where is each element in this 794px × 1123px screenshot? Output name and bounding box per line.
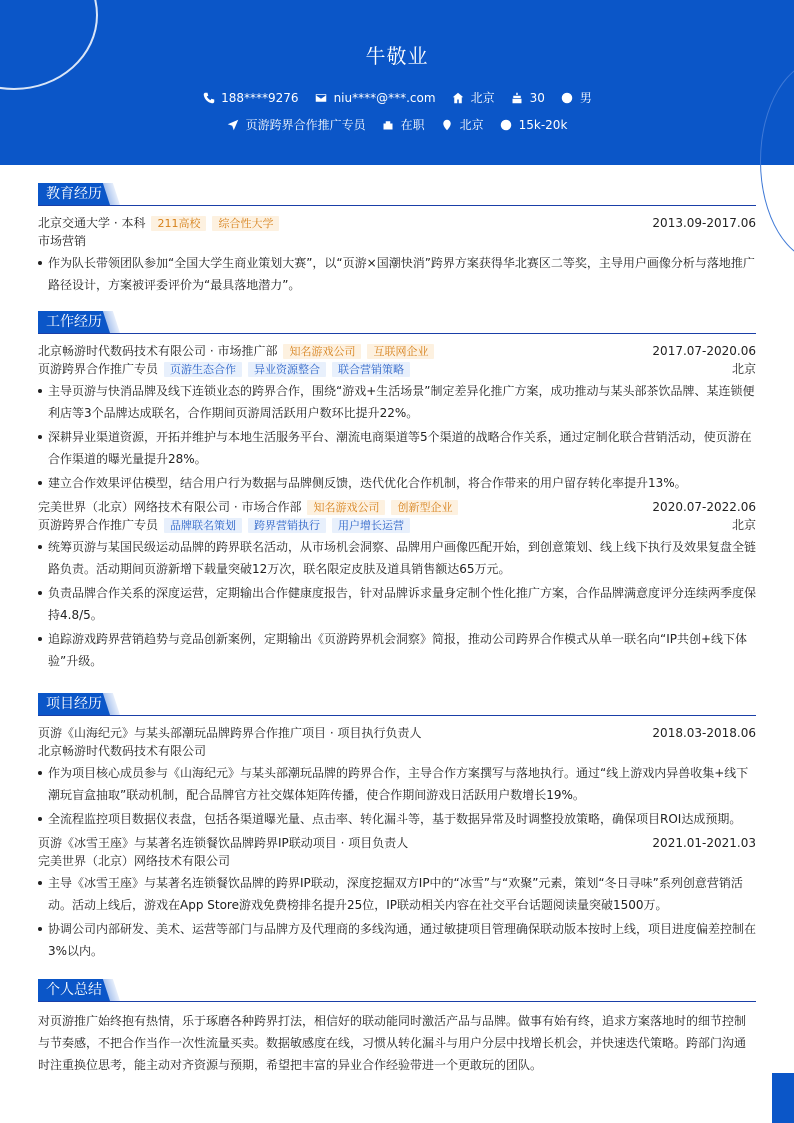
project-company: 完美世界（北京）网络技术有限公司: [38, 854, 231, 868]
list-item: 主导《冰雪王座》与某著名连锁餐饮品牌的跨界IP联动，深度挖掘双方IP中的“冰雪”与“欢聚”元素，策划“冬日寻味”系列创意营销活动。活动上线后，游戏在App Store游戏免费榜排名提升25位，IP联动相关内容在社交平台话题阅读量突破1500万。: [38, 872, 756, 916]
job-role-row: [38, 360, 756, 378]
job-role: 页游跨界合作推广专员: [38, 362, 159, 376]
job-role-row: [38, 516, 756, 534]
gender-icon: [561, 91, 574, 104]
role-tag: 异业资源整合: [248, 362, 326, 377]
list-item: 统筹页游与某国民级运动品牌的跨界联名活动，从市场机会洞察、品牌用户画像匹配开始，到创意策划、线上线下执行及效果复盘全链路负责。活动期间页游新增下载量突破12万次，联名限定皮肤及道具销售额达65万元。: [38, 536, 756, 580]
target-position-info: [227, 116, 366, 133]
money-icon: [500, 118, 513, 131]
section-header: [38, 183, 756, 206]
hometown-info: [452, 89, 495, 106]
role-tag: 用户增长运营: [332, 518, 410, 533]
school-tag: 211高校: [151, 216, 206, 231]
major: 市场营销: [38, 234, 87, 248]
status-text: 在职: [400, 118, 425, 132]
section-header: [38, 979, 756, 1002]
job-role: 页游跨界合作推广专员: [38, 518, 159, 532]
section-title: 教育经历: [38, 183, 110, 205]
project-company-row: [38, 852, 756, 870]
section-title: 项目经历: [38, 693, 110, 715]
gender-text: 男: [579, 91, 592, 105]
role-tag: 页游生态合作: [164, 362, 242, 377]
project-entry: [38, 834, 756, 962]
section-header: [38, 311, 756, 334]
role-tag: 跨界营销执行: [248, 518, 326, 533]
list-item: 追踪游戏跨界营销趋势与竞品创新案例，定期输出《页游跨界机会洞察》简报，推动公司跨界合作模式从单一联名向“IP共创+线下体验”升级。: [38, 628, 756, 672]
company-name: 北京畅游时代数码技术有限公司 · 市场推广部: [38, 344, 278, 358]
major-row: [38, 232, 756, 250]
candidate-name: 牛敬业: [365, 44, 429, 68]
school-tag: 综合性大学: [212, 216, 279, 231]
target-city-info: [441, 116, 484, 133]
mail-icon: [315, 91, 328, 104]
project-company-row: [38, 742, 756, 760]
summary-text: 对页游推广始终抱有热情，乐于琢磨各种跨界打法，相信好的联动能同时激活产品与品牌。做事有始有终，追求方案落地时的细节控制与节奏感，不把合作当作一次性流量买卖。数据敏感度在线，习惯从转化漏斗与用户分层中找增长机会，并快速迭代策略。跨部门沟通时注重换位思考，能主动对齐资源与预期，希望把丰富的异业合作经验带进一个更敢玩的团队。: [38, 1014, 747, 1072]
project-name-row: [38, 724, 756, 742]
target-position-text: 页游跨界合作推广专员: [245, 118, 366, 132]
summary-section: [38, 979, 756, 1076]
salary-info: [500, 116, 568, 133]
project-date: 2021.01-2021.03: [652, 836, 756, 850]
status-icon: [382, 118, 395, 131]
project-entry: [38, 724, 756, 830]
role-tag: 品牌联名策划: [164, 518, 242, 533]
job-date: 2020.07-2022.06: [652, 500, 756, 514]
decorative-bar: [772, 1073, 794, 1123]
job-intent-row: [0, 116, 794, 133]
project-date: 2018.03-2018.06: [652, 726, 756, 740]
age-text: 30: [529, 90, 545, 105]
job-company-row: [38, 498, 756, 516]
section-title: 工作经历: [38, 311, 110, 333]
list-item: 作为队长带领团队参加“全国大学生商业策划大赛”，以“页游×国潮快消”跨界方案获得华北赛区二等奖，主导用户画像分析与落地推广路径设计，方案被评委评价为“最具落地潜力”。: [38, 252, 756, 296]
hometown-text: 北京: [470, 91, 495, 105]
company-tag: 知名游戏公司: [307, 500, 385, 515]
project-company: 北京畅游时代数码技术有限公司: [38, 744, 207, 758]
job-entry: [38, 342, 756, 494]
list-item: 主导页游与快消品牌及线下连锁业态的跨界合作，围绕“游戏+生活场景”制定差异化推广方案，成功推动与某头部茶饮品牌、某连锁便利店等3个品牌达成联名，合作期间页游周活跃用户数环比提升22%。: [38, 380, 756, 424]
phone-text: 188****9276: [221, 90, 299, 105]
project-name: 页游《山海纪元》与某头部潮玩品牌跨界合作推广项目 · 项目执行负责人: [38, 726, 422, 740]
target-city-text: 北京: [459, 118, 484, 132]
resume-header: [0, 0, 794, 165]
job-date: 2017.07-2020.06: [652, 344, 756, 358]
list-item: 建立合作效果评估模型，结合用户行为数据与品牌侧反馈，迭代优化合作机制，将合作带来的用户留存转化率提升13%。: [38, 472, 756, 494]
company-name: 完美世界（北京）网络技术有限公司 · 市场合作部: [38, 500, 302, 514]
cake-icon: [511, 91, 524, 104]
role-tag: 联合营销策略: [332, 362, 410, 377]
status-info: [382, 116, 425, 133]
work-section: [38, 311, 756, 672]
list-item: 协调公司内部研发、美术、运营等部门与品牌方及代理商的多线沟通，通过敏捷项目管理确保联动版本按时上线，项目进度偏差控制在3%以内。: [38, 918, 756, 962]
contact-info-row: [0, 89, 794, 106]
company-tag: 创新型企业: [391, 500, 458, 515]
phone-icon: [202, 91, 215, 104]
education-date: 2013.09-2017.06: [652, 216, 756, 230]
project-name-row: [38, 834, 756, 852]
company-tag: 知名游戏公司: [283, 344, 361, 359]
phone-info: [202, 89, 298, 106]
email-text: niu****@***.com: [333, 90, 436, 105]
project-section: [38, 693, 756, 962]
location-icon: [441, 118, 454, 131]
salary-text: 15k-20k: [518, 117, 568, 132]
age-info: [511, 89, 545, 106]
school-name: 北京交通大学 · 本科: [38, 216, 146, 230]
section-title: 个人总结: [38, 979, 110, 1001]
email-info: [315, 89, 436, 106]
list-item: 深耕异业渠道资源，开拓并维护与本地生活服务平台、潮流电商渠道等5个渠道的战略合作关系，通过定制化联合营销活动，使页游在合作渠道的曝光量提升28%。: [38, 426, 756, 470]
job-city: 北京: [731, 518, 756, 532]
gender-info: [561, 89, 592, 106]
list-item: 负责品牌合作关系的深度运营，定期输出合作健康度报告，针对品牌诉求量身定制个性化推广方案，合作品牌满意度评分连续两季度保持4.8/5。: [38, 582, 756, 626]
send-icon: [227, 118, 240, 131]
education-section: [38, 183, 756, 296]
job-city: 北京: [731, 362, 756, 376]
home-icon: [452, 91, 465, 104]
section-header: [38, 693, 756, 716]
job-company-row: [38, 342, 756, 360]
project-name: 页游《冰雪王座》与某著名连锁餐饮品牌跨界IP联动项目 · 项目负责人: [38, 836, 409, 850]
job-entry: [38, 498, 756, 672]
list-item: 作为项目核心成员参与《山海纪元》与某头部潮玩品牌的跨界合作，主导合作方案撰写与落地执行。通过“线上游戏内异兽收集+线下潮玩盲盒抽取”联动机制，配合品牌官方社交媒体矩阵传播，使合作期间游戏日活跃用户数增长19%。: [38, 762, 756, 806]
company-tag: 互联网企业: [367, 344, 434, 359]
education-row: [38, 214, 756, 232]
list-item: 全流程监控项目数据仪表盘，包括各渠道曝光量、点击率、转化漏斗等，基于数据异常及时调整投放策略，确保项目ROI达成预期。: [38, 808, 756, 830]
